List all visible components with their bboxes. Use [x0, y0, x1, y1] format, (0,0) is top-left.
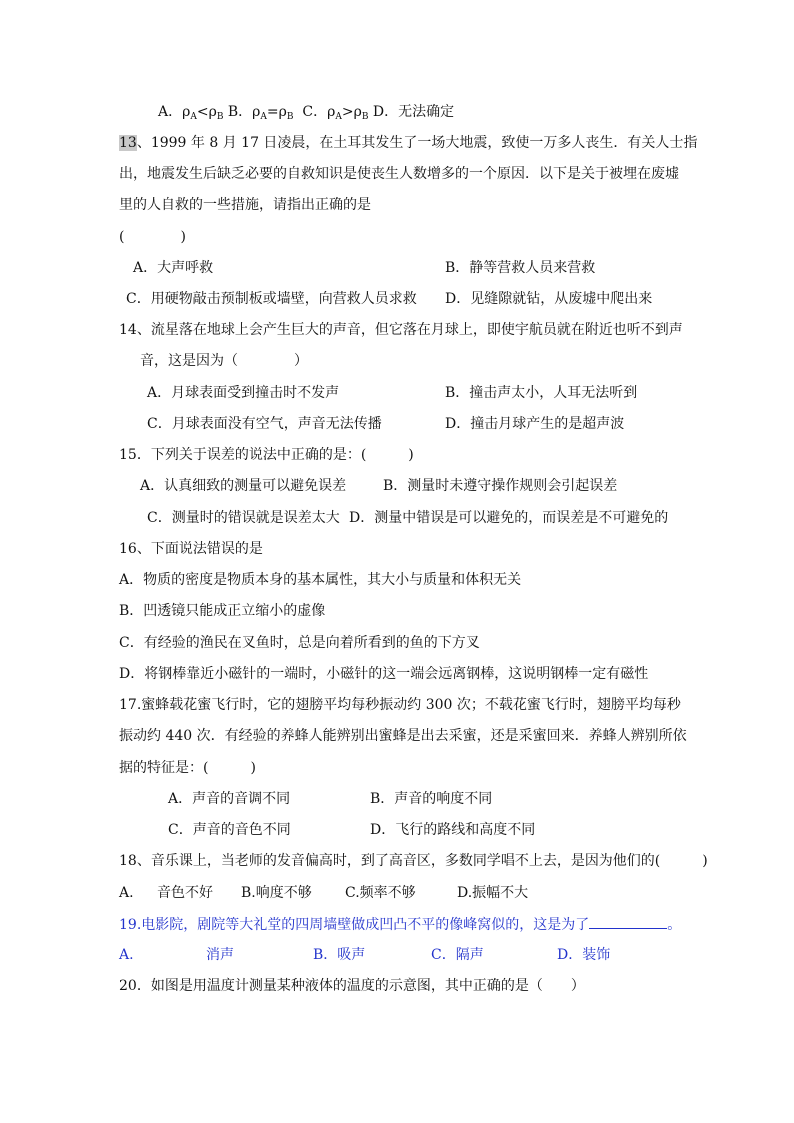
q15-option-a: A．认真细致的测量可以避免误差 [140, 478, 347, 494]
q13-line-1: 13、1999 年 8 月 17 日凌晨，在土耳其发生了一场大地震，致使一万多人丧生．有关人士指 [119, 135, 698, 151]
q19-option-b: B．吸声 [313, 947, 366, 963]
q16-option-a: A．物质的密度是物质本身的基本属性，其大小与质量和体积无关 [119, 572, 522, 588]
q19-option-c: C．隔声 [431, 947, 484, 963]
q15-option-b: B．测量时未遵守操作规则会引起误差 [383, 478, 618, 494]
q13-option-b: B．静等营救人员来营救 [445, 260, 596, 276]
q16-option-c: C．有经验的渔民在叉鱼时，总是向着所看到的鱼的下方叉 [119, 635, 480, 651]
q19-option-a: 消声 [206, 947, 234, 963]
q12-option-d: D．无法确定 [372, 104, 455, 120]
q17-option-c: C．声音的音色不同 [168, 822, 291, 838]
q14-option-d: D．撞击月球产生的是超声波 [445, 416, 625, 432]
q19-option-d: D．装饰 [557, 947, 611, 963]
q17-line-1: 17.蜜蜂载花蜜飞行时，它的翅膀平均每秒振动约 300 次；不载花蜜飞行时，翅膀平均每秒 [119, 697, 681, 713]
q18-option-c: C.频率不够 [345, 885, 416, 901]
q13-option-a: A．大声呼救 [133, 260, 214, 276]
q19-option-a-letter: A. [119, 947, 134, 963]
q16-option-b: B．凹透镜只能成正立缩小的虚像 [119, 603, 326, 619]
q16-option-d: D．将钢棒靠近小磁针的一端时，小磁针的这一端会远离钢棒，这说明钢棒一定有磁性 [119, 666, 649, 682]
q17-line-3: 据的特征是：( ) [119, 760, 256, 776]
q15-line-1: 15．下列关于误差的说法中正确的是：( ) [119, 447, 414, 463]
q18-option-d: D.振幅不大 [457, 885, 529, 901]
q12-options [158, 102, 454, 122]
q12-option-a: A．$\rho_A<\rho_B$ [158, 104, 224, 122]
q16-line-1: 16、下面说法错误的是 [119, 541, 263, 557]
q19-answer-blank [589, 914, 667, 929]
q20-line-1: 20．如图是用温度计测量某种液体的温度的示意图，其中正确的是（ ） [119, 978, 585, 994]
q18-option-b: B.响度不够 [241, 885, 312, 901]
q17-option-b: B．声音的响度不同 [370, 791, 493, 807]
q13-line-3: 里的人自救的一些措施，请指出正确的是 [119, 197, 371, 213]
q13-option-d: D．见缝隙就钻，从废墟中爬出来 [445, 291, 653, 307]
q12-option-c: C．$\rho_A>\rho_B$ [302, 104, 369, 122]
q14-option-c: C．月球表面没有空气，声音无法传播 [147, 416, 382, 432]
q13-answer-paren: ( ) [119, 229, 186, 245]
q13-number: 13 [119, 135, 137, 151]
q18-line-1: 18、音乐课上，当老师的发音偏高时，到了高音区，多数同学唱不上去，是因为他们的( ) [119, 853, 708, 869]
q17-option-d: D．飞行的路线和高度不同 [370, 822, 536, 838]
q19-line-1: 19.电影院，剧院等大礼堂的四周墙壁做成凹凸不平的像峰窝似的，这是为了 。 [119, 914, 681, 935]
q14-line-1: 14、流星落在地球上会产生巨大的声音，但它落在月球上，即使宇航员就在附近也听不到声 [119, 322, 683, 338]
q18-option-a: 音色不好 [157, 885, 213, 901]
q15-option-d: D．测量中错误是可以避免的，而误差是不可避免的 [349, 510, 669, 526]
q14-option-b: B．撞击声太小，人耳无法听到 [445, 385, 638, 401]
q12-option-b: B．$\rho_A=\rho_B$ [227, 104, 294, 122]
q14-line-2: 音，这是因为（ ） [140, 353, 308, 369]
q13-line-2: 出，地震发生后缺乏必要的自救知识是使丧生人数增多的一个原因．以下是关于被埋在废墟 [119, 166, 679, 182]
q17-option-a: A．声音的音调不同 [168, 791, 291, 807]
q15-option-c: C．测量时的错误就是误差太大 [147, 510, 340, 526]
q18-option-a-letter: A. [119, 885, 134, 901]
q13-option-c: C．用硬物敲击预制板或墙壁，向营救人员求救 [126, 291, 417, 307]
q17-line-2: 振动约 440 次．有经验的养蜂人能辨别出蜜蜂是出去采蜜，还是采蜜回来．养蜂人辨别所依 [119, 728, 687, 744]
q14-option-a: A．月球表面受到撞击时不发声 [147, 385, 340, 401]
